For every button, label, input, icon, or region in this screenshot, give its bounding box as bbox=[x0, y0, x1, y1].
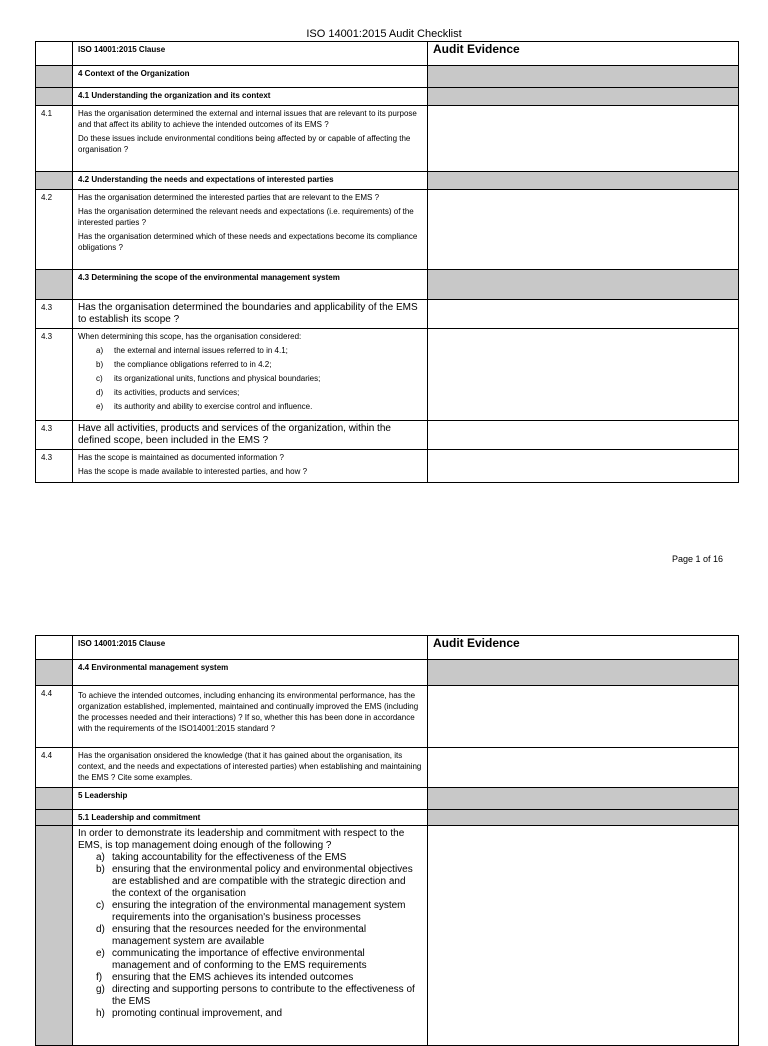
question-text: Has the scope is maintained as documented information ? bbox=[78, 453, 284, 462]
question-cell bbox=[73, 190, 428, 270]
question-text: To achieve the intended outcomes, including enhancing its environmental performance, has the organization established, implemented, maintained and continually improved the EMS (including the processes needed and their interactions) ? If so, whether this has been done in accordance with the requirements of the ISO14001:2015 standard ? bbox=[73, 686, 428, 748]
checklist-table-page-1 bbox=[35, 41, 739, 483]
section-evidence-cell bbox=[428, 788, 739, 810]
list-item-text: ensuring that the environmental policy and environmental objectives are established and are compatible with the strategic direction and the context of the organisation bbox=[112, 864, 413, 899]
list-item-letter: e) bbox=[96, 402, 104, 411]
evidence-input-cell[interactable] bbox=[428, 826, 739, 1046]
subsection-title: 5.1 Leadership and commitment bbox=[73, 810, 428, 826]
list-item-letter: d) bbox=[96, 924, 105, 935]
list-item bbox=[78, 387, 422, 398]
list-item-letter: a) bbox=[96, 852, 105, 863]
list-item-text: ensuring that the resources needed for the environmental management system are available bbox=[112, 924, 367, 947]
question-text: Has the scope is made available to interested parties, and how ? bbox=[78, 467, 308, 476]
question-text: Has the organisation determined which of these needs and expectations become its compliance obligations ? bbox=[78, 232, 418, 252]
list-item-text: promoting continual improvement, and bbox=[112, 1008, 283, 1019]
subsection-num-cell bbox=[36, 88, 73, 106]
scope-considerations-list bbox=[78, 345, 422, 412]
clause-number-cell bbox=[36, 826, 73, 1046]
list-item-letter: b) bbox=[96, 360, 104, 369]
list-item-letter: g) bbox=[96, 984, 105, 995]
clause-number: 4.4 bbox=[36, 686, 73, 748]
clause-number: 4.3 bbox=[36, 421, 73, 450]
page-number: Page 1 of 16 bbox=[672, 554, 724, 564]
question-text: Have all activities, products and services of the organization, within the defined scope, been included in the EMS ? bbox=[73, 421, 428, 450]
clause-number: 4.2 bbox=[36, 190, 73, 270]
list-item bbox=[78, 1008, 422, 1020]
list-item bbox=[78, 373, 422, 384]
question-text: When determining this scope, has the organisation considered: bbox=[78, 332, 302, 341]
evidence-header: Audit Evidence bbox=[428, 42, 739, 66]
subsection-title: 4.1 Understanding the organization and its context bbox=[73, 88, 428, 106]
question-cell bbox=[73, 450, 428, 483]
list-item-letter: d) bbox=[96, 388, 104, 397]
subsection-evidence-cell bbox=[428, 172, 739, 190]
list-item-letter: a) bbox=[96, 346, 104, 355]
subsection-num-cell bbox=[36, 270, 73, 300]
list-item bbox=[78, 900, 422, 924]
list-item bbox=[78, 359, 422, 370]
subsection-title: 4.3 Determining the scope of the environmental management system bbox=[73, 270, 428, 300]
subsection-evidence-cell bbox=[428, 270, 739, 300]
list-item-text: its activities, products and services; bbox=[114, 388, 240, 397]
list-item bbox=[78, 972, 422, 984]
section-title: 5 Leadership bbox=[73, 788, 428, 810]
evidence-header: Audit Evidence bbox=[428, 636, 739, 660]
list-item-letter: h) bbox=[96, 1008, 105, 1019]
section-title: 4 Context of the Organization bbox=[73, 66, 428, 88]
question-text: In order to demonstrate its leadership and commitment with respect to the EMS, is top management doing enough of the following ? bbox=[78, 828, 405, 851]
list-item-text: directing and supporting persons to contribute to the effectiveness of the EMS bbox=[112, 984, 415, 1007]
clause-number: 4.3 bbox=[36, 450, 73, 483]
clause-number: 4.3 bbox=[36, 300, 73, 329]
evidence-input-cell[interactable] bbox=[428, 748, 739, 788]
question-cell bbox=[73, 826, 428, 1046]
clause-header: ISO 14001:2015 Clause bbox=[73, 42, 428, 66]
list-item-text: ensuring that the EMS achieves its intended outcomes bbox=[112, 972, 354, 983]
list-item-letter: c) bbox=[96, 900, 105, 911]
list-item-text: the compliance obligations referred to in 4.2; bbox=[114, 360, 272, 369]
list-item-text: its authority and ability to exercise control and influence. bbox=[114, 402, 313, 411]
list-item-letter: e) bbox=[96, 948, 105, 959]
question-cell bbox=[73, 329, 428, 421]
leadership-commitment-list bbox=[78, 852, 422, 1020]
evidence-input-cell[interactable] bbox=[428, 300, 739, 329]
list-item-text: communicating the importance of effective environmental management and of conforming to the EMS requirements bbox=[112, 948, 367, 971]
subsection-num-cell bbox=[36, 172, 73, 190]
section-evidence-cell bbox=[428, 66, 739, 88]
checklist-table-page-2 bbox=[35, 635, 739, 1046]
clause-number: 4.4 bbox=[36, 748, 73, 788]
header-blank bbox=[36, 636, 73, 660]
list-item-text: its organizational units, functions and physical boundaries; bbox=[114, 374, 321, 383]
evidence-input-cell[interactable] bbox=[428, 190, 739, 270]
list-item-text: the external and internal issues referred to in 4.1; bbox=[114, 346, 288, 355]
list-item bbox=[78, 401, 422, 412]
list-item bbox=[78, 924, 422, 948]
evidence-input-cell[interactable] bbox=[428, 421, 739, 450]
list-item bbox=[78, 345, 422, 356]
subsection-evidence-cell bbox=[428, 88, 739, 106]
evidence-input-cell[interactable] bbox=[428, 686, 739, 748]
subsection-title: 4.4 Environmental management system bbox=[73, 660, 428, 686]
question-text: Has the organisation determined the boundaries and applicability of the EMS to establish its scope ? bbox=[73, 300, 428, 329]
subsection-evidence-cell bbox=[428, 660, 739, 686]
list-item bbox=[78, 984, 422, 1008]
list-item-text: taking accountability for the effectiveness of the EMS bbox=[112, 852, 347, 863]
list-item-letter: c) bbox=[96, 374, 103, 383]
question-text: Has the organisation determined the relevant needs and expectations (i.e. requirements) of the interested parties ? bbox=[78, 207, 414, 227]
list-item bbox=[78, 948, 422, 972]
clause-number: 4.3 bbox=[36, 329, 73, 421]
subsection-num-cell bbox=[36, 810, 73, 826]
question-cell bbox=[73, 106, 428, 172]
subsection-title: 4.2 Understanding the needs and expectations of interested parties bbox=[73, 172, 428, 190]
subsection-evidence-cell bbox=[428, 810, 739, 826]
list-item bbox=[78, 852, 422, 864]
list-item-text: ensuring the integration of the environmental management system requirements into the organisation's business processes bbox=[112, 900, 406, 923]
evidence-input-cell[interactable] bbox=[428, 329, 739, 421]
evidence-input-cell[interactable] bbox=[428, 450, 739, 483]
header-blank bbox=[36, 42, 73, 66]
section-num-cell bbox=[36, 66, 73, 88]
list-item-letter: f) bbox=[96, 972, 103, 983]
question-text: Do these issues include environmental conditions being affected by or capable of affecting the organisation ? bbox=[78, 134, 411, 154]
evidence-input-cell[interactable] bbox=[428, 106, 739, 172]
clause-header: ISO 14001:2015 Clause bbox=[73, 636, 428, 660]
question-text: Has the organisation determined the interested parties that are relevant to the EMS ? bbox=[78, 193, 380, 202]
question-text: Has the organisation determined the external and internal issues that are relevant to its purpose and that affect its ability to achieve the intended outcomes of its EMS ? bbox=[78, 109, 417, 129]
clause-number: 4.1 bbox=[36, 106, 73, 172]
section-num-cell bbox=[36, 788, 73, 810]
list-item-letter: b) bbox=[96, 864, 105, 875]
subsection-num-cell bbox=[36, 660, 73, 686]
list-item bbox=[78, 864, 422, 900]
document-title: ISO 14001:2015 Audit Checklist bbox=[306, 28, 462, 40]
question-text: Has the organisation onsidered the knowledge (that it has gained about the organisation, its context, and the needs and expectations of interested parties) when establishing and maintaining the EMS ? Cite some examples. bbox=[73, 748, 428, 788]
